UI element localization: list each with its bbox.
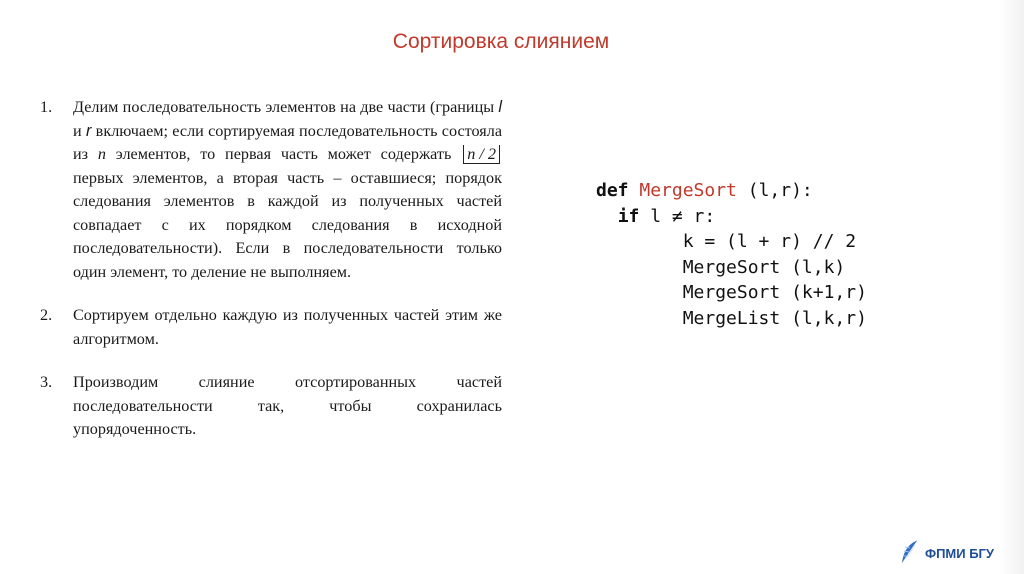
step-text-rest: первых элементов, а вторая часть – оставшиеся; порядок следования элементов в каждой из полученных частей совпадает с их порядком следования в исходной последовательности). Если в последовательности только один элемент, то деление не выполняем.: [73, 168, 502, 281]
code-line-1: [596, 178, 867, 204]
step-3: [40, 371, 502, 442]
footer-text: ФПМИ БГУ: [924, 545, 994, 561]
code-block: [596, 178, 867, 331]
variable-r: r: [85, 121, 92, 140]
step-number: 1.: [40, 98, 53, 116]
footer-logo: [899, 538, 994, 568]
slide-edge-shadow: [1000, 0, 1024, 574]
step-text-after-r: включаем; если сортируемая последовательность состояла из: [73, 121, 503, 163]
floor-expression: n / 2: [463, 145, 500, 164]
step-2: [40, 304, 502, 351]
code-line-6: MergeList (l,k,r): [596, 307, 867, 329]
step-text-and: и: [73, 121, 86, 140]
code-text: l ≠ r:: [639, 205, 716, 227]
code-line-4: MergeSort (l,k): [596, 256, 846, 278]
code-line-3: k = (l + r) // 2: [596, 231, 857, 252]
code-function-name: MergeSort: [639, 180, 737, 201]
step-number: 3.: [40, 373, 53, 391]
code-text: (l,r):: [736, 180, 813, 201]
step-text-elements: элементов, то первая часть может содержать: [105, 145, 462, 163]
step-text: Сортируем отдельно каждую из полученных частей этим же алгоритмом.: [73, 306, 502, 348]
code-line-2: [596, 204, 867, 230]
variable-n: n: [97, 145, 106, 163]
steps-list: [40, 96, 502, 442]
step-number: 2.: [40, 306, 53, 324]
code-line-5: MergeSort (k+1,r): [596, 282, 867, 303]
step-text: Производим слияние отсортированных частей последовательности так, чтобы сохранилась упорядоченность.: [73, 373, 502, 438]
code-indent: [596, 206, 618, 227]
step-text: [73, 96, 502, 284]
code-keyword: def: [596, 180, 629, 201]
step-1: [40, 96, 502, 284]
feather-quill-icon: [899, 539, 921, 567]
slide-title: Сортировка слиянием: [392, 30, 610, 53]
step-text-intro: Делим последовательность элементов на две части (границы: [73, 98, 499, 116]
code-keyword: if: [617, 205, 640, 227]
variable-l: l: [498, 98, 502, 116]
